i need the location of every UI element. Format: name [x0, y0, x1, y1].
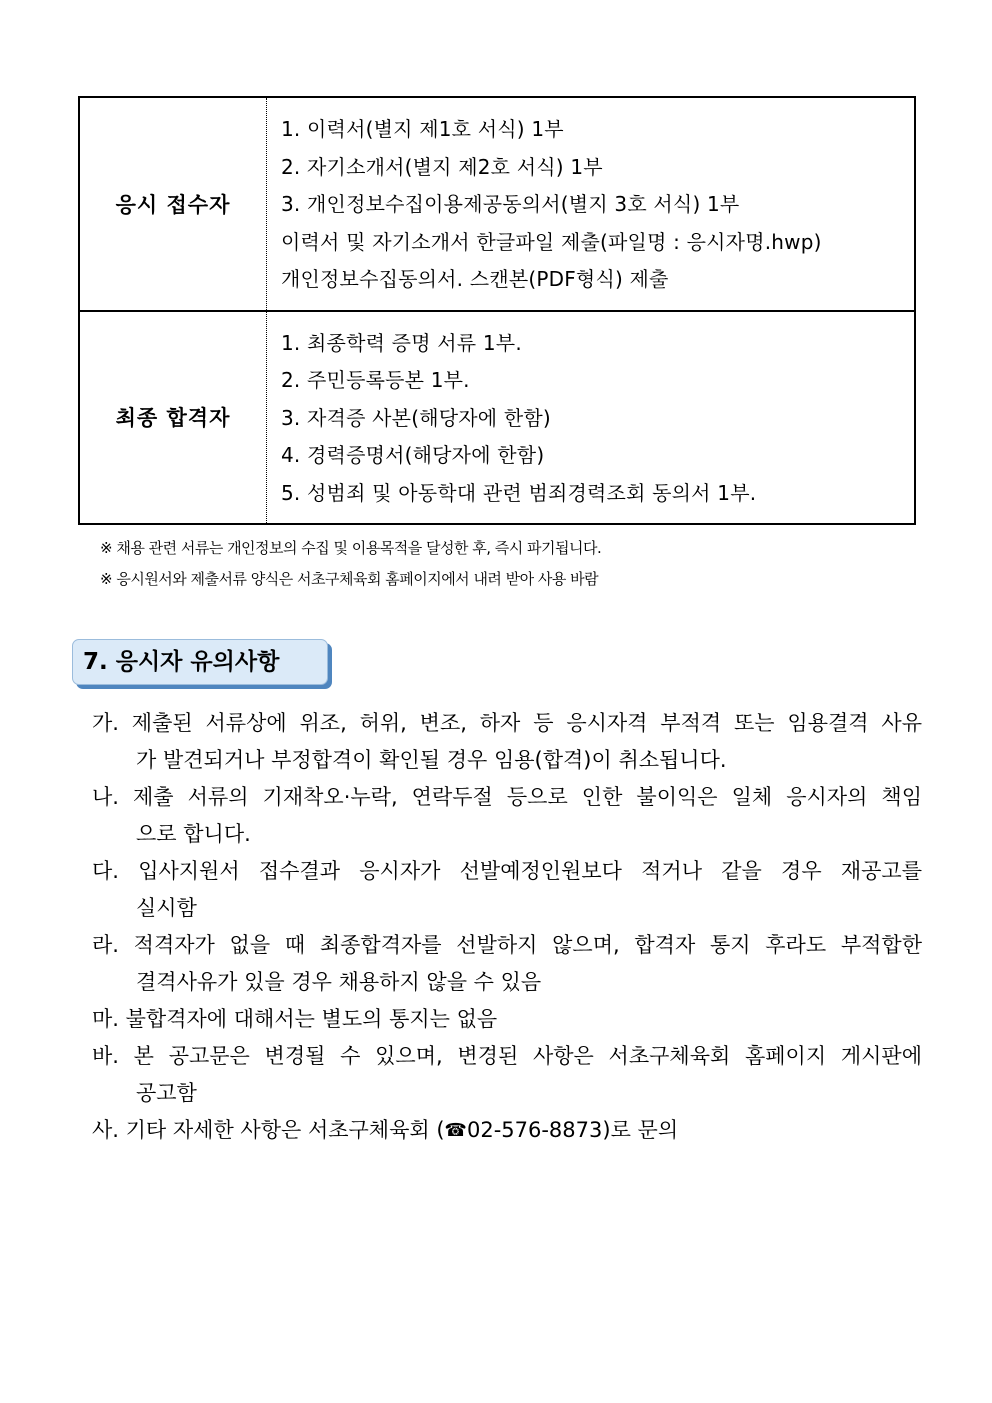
list-item-text: 결격사유가 있을 경우 채용하지 않을 수 있음 [136, 970, 542, 994]
list-item-text: 으로 합니다. [136, 822, 251, 846]
contact-line [92, 1112, 922, 1149]
list-item [92, 1038, 922, 1112]
note-line: ※ 채용 관련 서류는 개인정보의 수집 및 이용목적을 달성한 후, 즉시 파기됩니다. [100, 539, 602, 557]
table-row-final-passer [79, 311, 915, 525]
telephone-icon: ☎ [444, 1120, 467, 1141]
document-item: 3. 자격증 사본(해당자에 한함) [281, 405, 551, 430]
list-item-text: 가. 제출된 서류상에 위조, 허위, 변조, 하자 등 응시자격 부적격 또는 임용결격 사유 [92, 711, 922, 735]
document-list-final-passer [267, 311, 916, 525]
section-heading: 7. 응시자 유의사항 [72, 639, 328, 685]
list-item [92, 853, 922, 927]
list-item-text: 실시함 [136, 896, 197, 920]
list-item [92, 927, 922, 1001]
list-item-text: 마. 불합격자에 대해서는 별도의 통지는 없음 [92, 1007, 498, 1031]
document-item: 2. 주민등록등본 1부. [281, 368, 470, 392]
document-item: 1. 이력서(별지 제1호 서식) 1부 [281, 117, 564, 141]
document-item: 이력서 및 자기소개서 한글파일 제출(파일명 : 응시자명.hwp) [281, 229, 822, 254]
document-list-applicant [267, 97, 916, 311]
list-item-text: 라. 적격자가 없을 때 최종합격자를 선발하지 않으며, 합격자 통지 후라도 부적합한 [92, 933, 922, 957]
document-item: 5. 성범죄 및 아동학대 관련 범죄경력조회 동의서 1부. [281, 480, 757, 505]
table-row-applicant [79, 97, 915, 311]
document-item: 3. 개인정보수집이용제공동의서(별지 3호 서식) 1부 [281, 192, 740, 216]
list-item-text: 공고함 [136, 1081, 197, 1105]
list-item-text: 다. 입사지원서 접수결과 응시자가 선발예정인원보다 적거나 같을 경우 재공고를 [92, 859, 922, 883]
note-line: ※ 응시원서와 제출서류 양식은 서초구체육회 홈페이지에서 내려 받아 사용 바람 [100, 570, 599, 588]
list-item-text: 나. 제출 서류의 기재착오·누락, 연락두절 등으로 인한 불이익은 일체 응시자의 책임 [92, 785, 922, 809]
document-item: 개인정보수집동의서. 스캔본(PDF형식) 제출 [281, 267, 669, 291]
row-label-final-passer: 최종 합격자 [79, 311, 267, 525]
list-item-text: 가 발견되거나 부정합격이 확인될 경우 임용(합격)이 취소됩니다. [136, 748, 727, 772]
required-documents-table [78, 96, 916, 525]
list-item-contact [92, 1112, 922, 1149]
list-item [92, 705, 922, 779]
contact-prefix: 사. 기타 자세한 사항은 서초구체육회 ( [92, 1118, 445, 1142]
notes [100, 533, 920, 595]
document-item: 4. 경력증명서(해당자에 한함) [281, 443, 545, 467]
list-item-text: 바. 본 공고문은 변경될 수 있으며, 변경된 사항은 서초구체육회 홈페이지 게시판에 [92, 1044, 922, 1068]
list-item [92, 779, 922, 853]
document-item: 2. 자기소개서(별지 제2호 서식) 1부 [281, 154, 603, 179]
contact-suffix: )로 문의 [602, 1118, 679, 1142]
row-label-applicant: 응시 접수자 [79, 97, 267, 311]
precautions-list [92, 705, 922, 1149]
document-item: 1. 최종학력 증명 서류 1부. [281, 330, 522, 355]
list-item [92, 1001, 922, 1038]
contact-phone: 02-576-8873 [466, 1118, 603, 1142]
